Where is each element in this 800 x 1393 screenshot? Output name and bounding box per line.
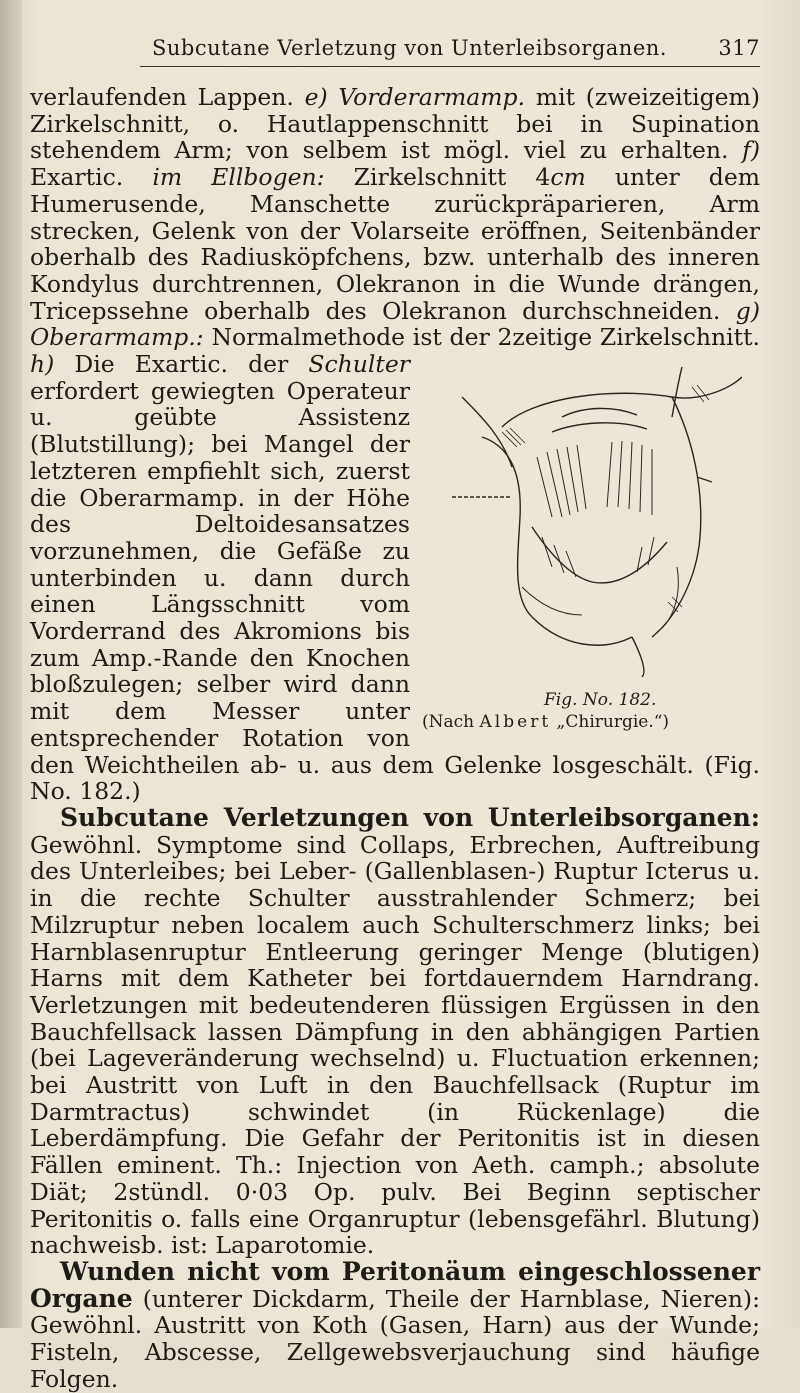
section-heading-subcutaneous: Subcutane Verletzungen von Unterleibsorganen: (60, 802, 760, 832)
figure-source: (Nach Albert „Chirurgie.“) (422, 712, 670, 733)
figure-caption: Fig. No. 182. (544, 690, 657, 711)
paragraph-amputations: verlaufenden Lappen. e) Vorderarmamp. mit (zweizeitigem) Zirkelschnitt, o. Hautlappenschnitt bei in Supination stehendem Arm; von selbem ist mögl. viel zu erhalten. f) Exartic. im Ellbogen: Zirkelschnitt 4cm unter dem Humerusende, Manschette zurückpräparieren, Arm strecken, Gelenk von der Volarseite eröffnen, Seitenbänder oberhalb des Radiusköpfchens, bzw. unterhalb des inneren Kondylus durchtrennen, Olekranon in die Wunde drängen, Tricepssehne oberhalb des Olekranon durchschneiden. g) Oberarmamp.: Normalmethode ist der 2zeitige Zirkelschnitt. h) Die Exartic. der Fig. No. 182. (Nach Albert „Chirurgie.“) Schulter erfordert gewiegten Operateur u. geübte Assistenz (Blutstillung); bei Mangel der letzteren empfiehlt sich, zuerst die Oberarmamp. in der Höhe des Deltoidesansatzes vorzunehmen, die Gefäße zu unterbinden u. dann durch einen Längsschnitt vom Vorderrand des Akromions bis zum Amp.-Rande den Knochen bloßzulegen; selber wird dann mit dem Messer unter entsprechender Rotation von den Weichtheilen ab- u. aus dem Gelenke losgeschält. (Fig. No. 182.) (30, 83, 761, 806)
paragraph-subcutaneous-injuries: Subcutane Verletzungen von Unterleibsorganen: Gewöhnl. Symptome sind Collaps, Erbrechen, Auftreibung des Unterleibes; bei Leber- (Gallenblasen-) Ruptur Icterus u. in die rechte Schulter ausstrahlender Schmerz; bei Milzruptur neben localem auch Schulterschmerz links; bei Harnblasenruptur Entleerung geringer Menge (blutigen) Harns mit dem Katheter bei fortdauerndem Harndrang. Verletzungen mit bedeutenderen flüssigen Ergüssen in den Bauchfellsack lassen Dämpfung in den abhängigen Partien (bei Lageveränderung wechselnd) u. Fluctuation erkennen; bei Austritt von Luft in den Bauchfellsack (Ruptur im Darmtractus) schwindet (in Rückenlage) die Leberdämpfung. Die Gefahr der Peritonitis ist in diesen Fällen eminent. Th.: Injection von Aeth. camph.; absolute Diät; 2stündl. 0·03 Op. pulv. Bei Beginn septischer Peritonitis o. falls eine Organruptur (lebensgefährl. Blutung) nachweisb. ist: Laparotomie. (30, 802, 760, 1260)
page-number: 317 (718, 36, 760, 60)
paragraph-wounds: Wunden nicht vom Peritonäum eingeschlossener Organe (unterer Dickdarm, Theile der Harnblase, Nieren): Gewöhnl. Austritt von Koth (Gasen, Harn) aus der Wunde; Fisteln, Abscesse, Zellgewebsverjauchung sind häufige Folgen. (30, 1256, 760, 1393)
figure-182 (422, 357, 760, 733)
header-rule (140, 66, 760, 67)
shoulder-exarticulation-illustration (442, 357, 742, 677)
page-gutter (0, 0, 22, 1328)
running-title: Subcutane Verletzung von Unterleibsorganen. (152, 36, 667, 60)
body-text (30, 84, 760, 1392)
section-heading-wounds: Wunden nicht vom Peritonäum eingeschlossener Organe (30, 1256, 760, 1313)
